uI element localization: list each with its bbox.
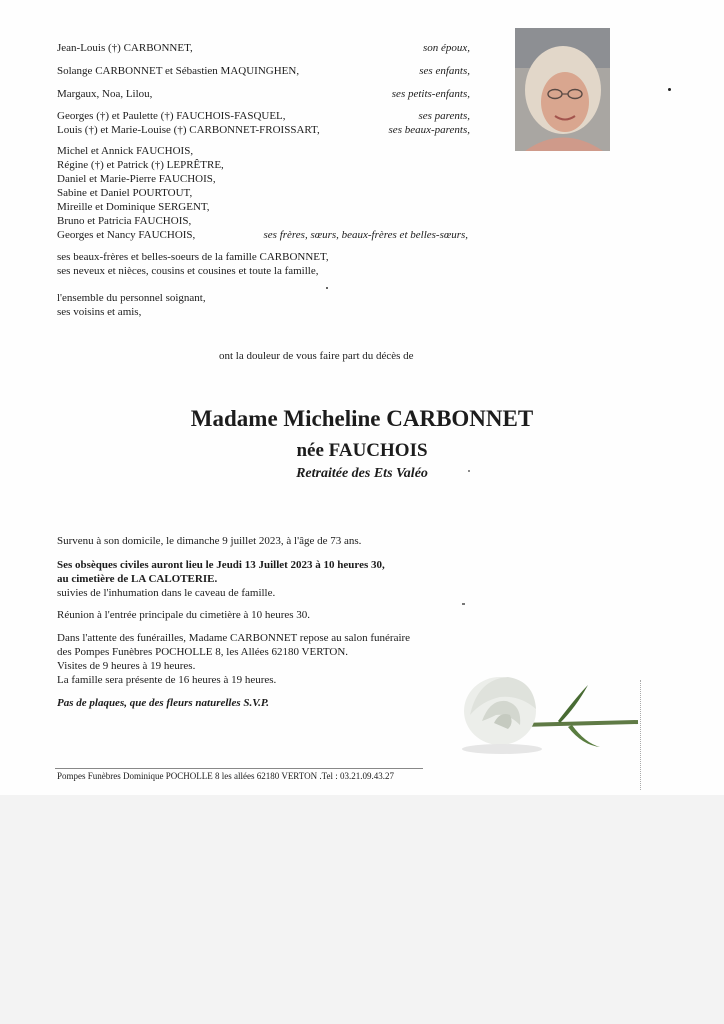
rest-line-4: La famille sera présente de 16 heures à 19 heures. (57, 674, 277, 686)
sibling-2: Régine (†) et Patrick (†) LEPRÊTRE, (57, 159, 224, 171)
staff-line-1: l'ensemble du personnel soignant, (57, 292, 206, 304)
scan-speck (462, 603, 465, 605)
family-relation-4: ses parents, (418, 110, 470, 122)
edge-mark (640, 680, 642, 790)
portrait-illustration (515, 28, 610, 151)
family-name-1: Jean-Louis (†) CARBONNET, (57, 42, 193, 54)
family-name-5: Louis (†) et Marie-Louise (†) CARBONNET-FROISSART, (57, 124, 320, 136)
family-relation-2: ses enfants, (419, 65, 470, 77)
scan-speck (668, 88, 671, 91)
extended-family-2: ses neveux et nièces, cousins et cousines et toute la famille, (57, 265, 319, 277)
white-rose-illustration (460, 665, 640, 760)
funeral-line-1: Ses obsèques civiles auront lieu le Jeudi 13 Juillet 2023 à 10 heures 30, (57, 559, 385, 571)
deceased-occupation: Retraitée des Ets Valéo (296, 466, 428, 481)
sibling-6: Bruno et Patricia FAUCHOIS, (57, 215, 192, 227)
deceased-maiden-name: née FAUCHOIS (296, 440, 428, 461)
sibling-1: Michel et Annick FAUCHOIS, (57, 145, 194, 157)
family-relation-3: ses petits-enfants, (391, 88, 470, 100)
sibling-7: Georges et Nancy FAUCHOIS, (57, 229, 196, 241)
rest-line-2: des Pompes Funèbres POCHOLLE 8, les Allées 62180 VERTON. (57, 646, 349, 658)
family-relation-1: son époux, (422, 42, 470, 54)
funeral-line-2: au cimetière de LA CALOTERIE. (57, 573, 218, 585)
flowers-notice: Pas de plaques, que des fleurs naturelles S.V.P. (57, 697, 269, 709)
family-relation-5: ses beaux-parents, (388, 124, 470, 136)
death-details: Survenu à son domicile, le dimanche 9 juillet 2023, à l'âge de 73 ans. (57, 535, 362, 547)
funeral-line-3: suivies de l'inhumation dans le caveau de famille. (57, 587, 276, 599)
staff-line-2: ses voisins et amis, (57, 306, 142, 318)
scan-speck (468, 470, 470, 472)
siblings-relation: ses frères, sœurs, beaux-frères et belles-sœurs, (263, 229, 468, 241)
deceased-name: Madame Micheline CARBONNET (190, 406, 534, 431)
family-name-3: Margaux, Noa, Lilou, (57, 88, 153, 100)
family-name-2: Solange CARBONNET et Sébastien MAQUINGHEN, (57, 65, 300, 77)
footer-divider (55, 768, 423, 769)
sibling-4: Sabine et Daniel POURTOUT, (57, 187, 193, 199)
family-name-4: Georges (†) et Paulette (†) FAUCHOIS-FASQUEL, (57, 110, 286, 122)
rest-line-1: Dans l'attente des funérailles, Madame CARBONNET repose au salon funéraire (57, 632, 411, 644)
footer-contact: Pompes Funèbres Dominique POCHOLLE 8 les allées 62180 VERTON .Tel : 03.21.09.43.27 (57, 771, 394, 781)
announcement: ont la douleur de vous faire part du décès de (219, 350, 414, 362)
meeting-details: Réunion à l'entrée principale du cimetière à 10 heures 30. (57, 609, 311, 621)
sibling-3: Daniel et Marie-Pierre FAUCHOIS, (57, 173, 216, 185)
rest-line-3: Visites de 9 heures à 19 heures. (57, 660, 196, 672)
portrait-photo (515, 28, 610, 151)
sibling-5: Mireille et Dominique SERGENT, (57, 201, 210, 213)
scan-speck (326, 287, 328, 289)
extended-family-1: ses beaux-frères et belles-soeurs de la famille CARBONNET, (57, 251, 329, 263)
